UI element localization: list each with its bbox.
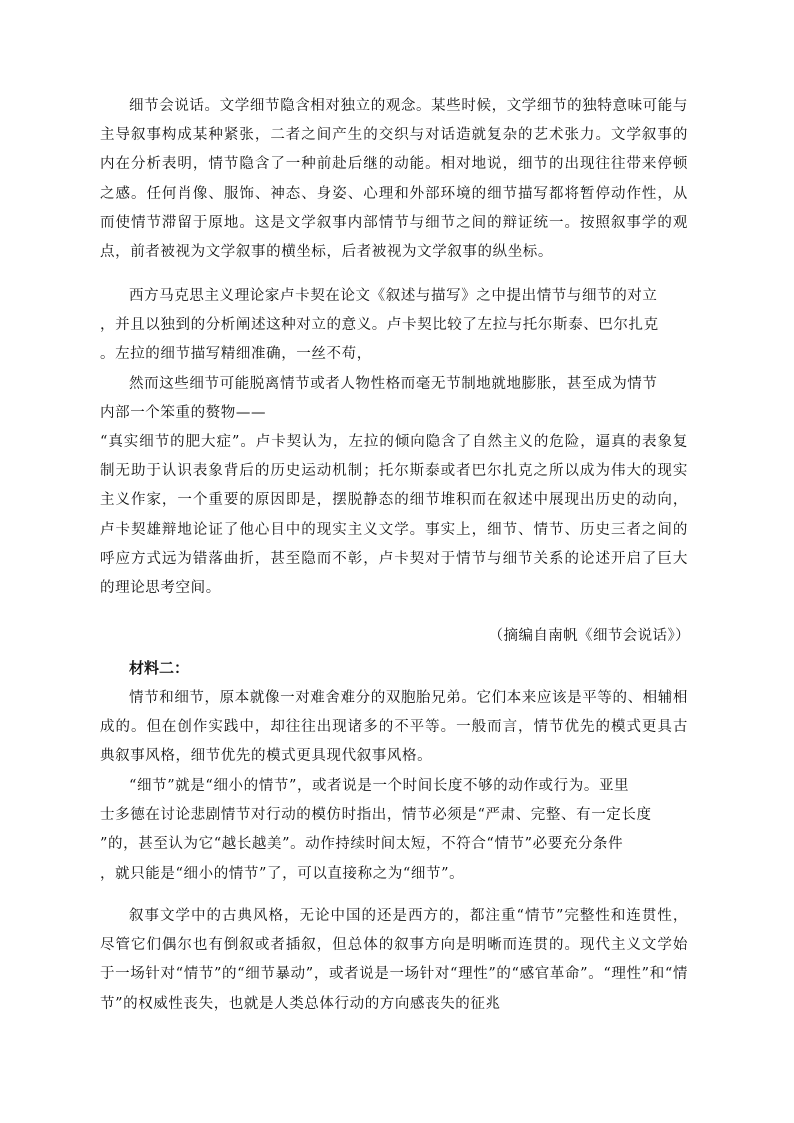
m1-p2-line-3: 。左拉的细节描写精细准确，一丝不苟， [100,346,372,363]
m2-paragraph-2 [100,772,688,889]
m1-p2-line-2: ，并且以独到的分析阐述这种对立的意义。卢卡契比较了左拉与托尔斯泰、巴尔扎克 [100,317,659,334]
m1-paragraph-4: “真实细节的肥大症”。卢卡契认为，左拉的倾向隐含了自然主义的危险，逼真的表象复制无助于认识表象背后的历史运动机制；托尔斯泰或者巴尔扎克之所以成为伟大的现实主义作家，一个重要的原因即是，摆脱静态的细节堆积而在叙述中展现出历史的动向，卢卡契雄辩地论证了他心目中的现实主义文学。事实上，细节、情节、历史三者之间的呼应方式远为错落曲折，甚至隐而不彰，卢卡契对于情节与细节关系的论述开启了巨大的理论思考空间。 [100,434,688,597]
m2-p2-line-3: ”的，甚至认为它“越长越美”。动作持续时间太短，不符合“情节”必要充分条件 [100,836,624,853]
m2-p2-line-2: 士多德在讨论悲剧情节对行动的模仿时指出，情节必须是“严肃、完整、有一定长度 [100,807,652,824]
m2-paragraph-1: 情节和细节，原本就像一对难舍难分的双胞胎兄弟。它们本来应该是平等的、相辅相成的。但在创作实践中，却往往出现诸多的不平等。一般而言，情节优先的模式更具古典叙事风格，细节优先的模式更具现代叙事风格。 [100,690,688,765]
source-citation: （摘编自南帆《细节会说话》） [488,628,690,644]
m1-paragraph-2 [100,282,688,370]
m1-p3-line-1: 然而这些细节可能脱离情节或者人物性格而毫无节制地就地膨胀，甚至成为情节 [129,376,658,392]
m1-paragraph-1: 细节会说话。文学细节隐含相对独立的观念。某些时候，文学细节的独特意味可能与主导叙事构成某种紧张，二者之间产生的交织与对话造就复杂的艺术张力。文学叙事的内在分析表明，情节隐含了一种前赴后继的动能。相对地说，细节的出现往往带来停顿之感。任何肖像、服饰、神态、身姿、心理和外部环境的细节描写都将暂停动作性，从而使情节滞留于原地。这是文学叙事内部情节与细节之间的辩证统一。按照叙事学的观点，前者被视为文学叙事的横坐标，后者被视为文学叙事的纵坐标。 [100,98,688,261]
m1-p3-line-2: 内部一个笨重的赘物—— [100,405,267,422]
m2-paragraph-3: 叙事文学中的古典风格，无论中国的还是西方的，都注重“情节”完整性和连贯性，尽管它们偶尔也有倒叙或者插叙，但总体的叙事方向是明晰而连贯的。现代主义文学始于一场针对“情节”的“细节暴动”，或者说是一场针对“理性”的“感官革命”。“理性”和“情节”的权威性丧失，也就是人类总体行动的方向感丧失的征兆 [100,908,688,1012]
m2-p2-line-1: “细节”就是“细小的情节”，或者说是一个时间长度不够的动作或行为。亚里 [129,778,630,794]
m1-paragraph-3 [100,370,688,428]
m1-p2-line-1: 西方马克思主义理论家卢卡契在论文《叙述与描写》之中提出情节与细节的对立 [129,288,658,304]
m2-p2-line-4: ，就只能是“细小的情节”了，可以直接称之为“细节”。 [100,865,465,882]
material-2-heading: 材料二： [129,659,190,677]
